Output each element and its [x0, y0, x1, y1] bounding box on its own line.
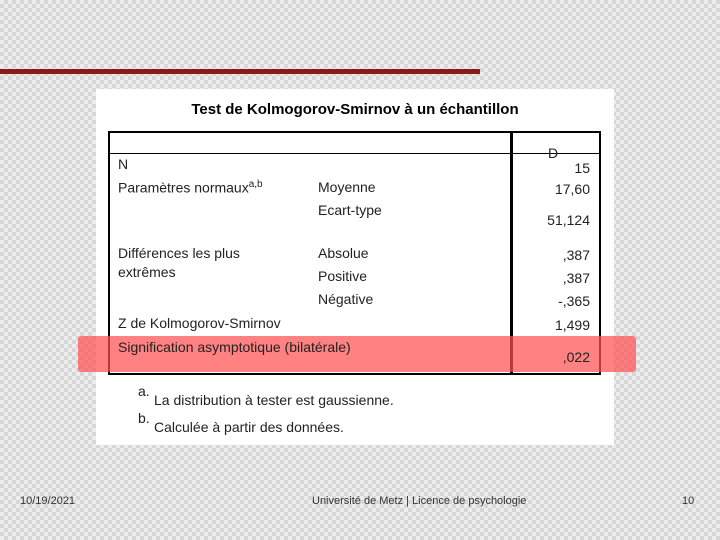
footer-page-number: 10: [682, 495, 695, 507]
row-value-n: 15: [574, 160, 590, 176]
row-label-normal-params: [118, 179, 263, 196]
column-header-d: D: [548, 145, 559, 161]
header-separator: [108, 153, 601, 154]
row-sub-moyenne: Moyenne: [318, 179, 376, 195]
row-label-extreme-diff: Différences les plus: [118, 245, 240, 261]
row-value-moyenne: 17,60: [554, 181, 590, 197]
row-label-n: N: [118, 156, 129, 172]
row-sub-absolue: Absolue: [318, 245, 369, 261]
note-b-key: b.: [138, 410, 150, 426]
row-sub-negative: Négative: [318, 291, 374, 307]
row-value-ecart-type: 51,124: [547, 212, 590, 228]
row-sub-positive: Positive: [318, 268, 368, 284]
spss-output-table: [96, 89, 614, 445]
row-label-extreme-diff-line2: extrêmes: [118, 264, 176, 280]
normal-params-text: Paramètres normaux: [118, 179, 249, 196]
table-border-bottom: [108, 373, 601, 375]
note-a-key: a.: [138, 383, 150, 399]
note-b-text: Calculée à partir des données.: [154, 419, 344, 435]
row-value-negative: -,365: [558, 293, 590, 309]
row-label-z-ks: Z de Kolmogorov-Smirnov: [118, 315, 281, 331]
table-border-top: [108, 131, 601, 133]
note-a-text: La distribution à tester est gaussienne.: [154, 392, 394, 408]
table-title: Test de Kolmogorov-Smirnov à un échantillon: [191, 101, 519, 118]
row-value-absolue: ,387: [562, 247, 590, 263]
title-underline-bar: [0, 69, 480, 74]
row-label-significance: Signification asymptotique (bilatérale): [118, 339, 351, 355]
footer-date: 10/19/2021: [20, 495, 76, 507]
normal-params-superscript: a,b: [248, 179, 263, 190]
row-value-positive: ,387: [562, 270, 590, 286]
row-value-z-ks: 1,499: [554, 317, 590, 333]
footer-center: Université de Metz | Licence de psychologie: [312, 495, 527, 507]
row-sub-ecart-type: Ecart-type: [318, 202, 382, 218]
row-value-significance: ,022: [562, 349, 590, 365]
